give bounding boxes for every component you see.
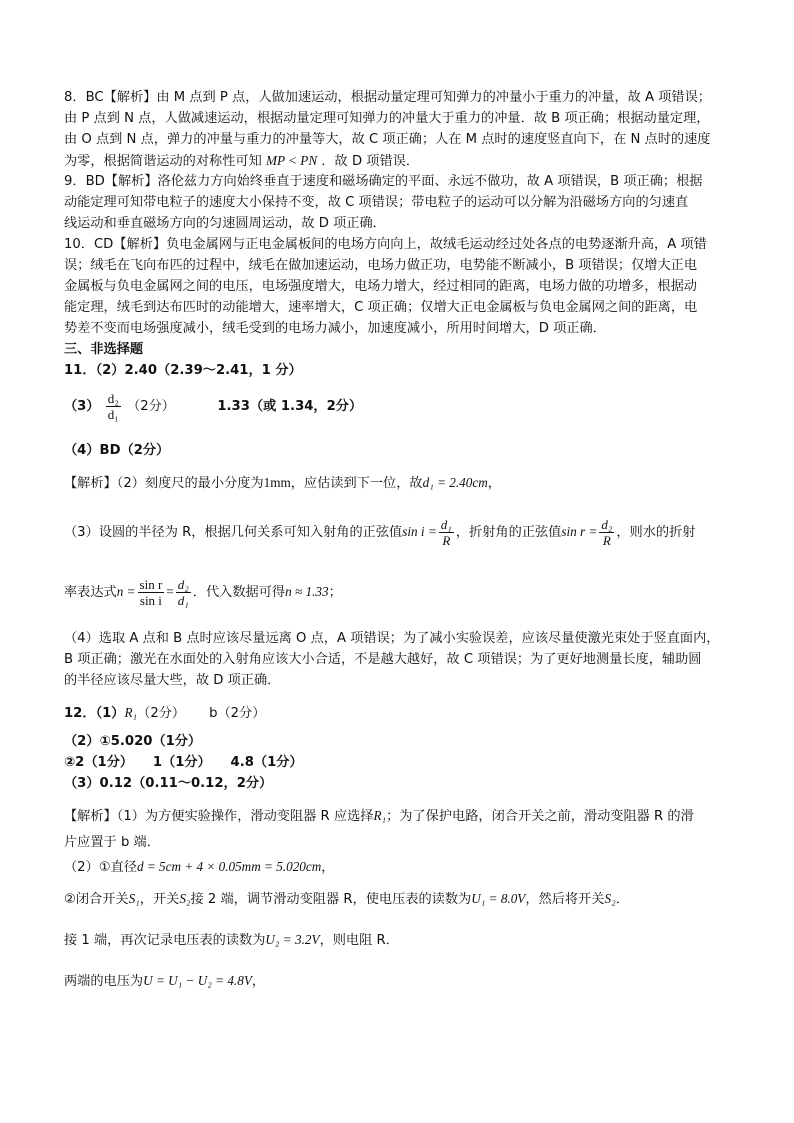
q10-line-2: 误；绒毛在飞向布匹的过程中，绒毛在做加速运动，电场力做正功，电势能不断减小，B 项错误；仅增大正电 xyxy=(64,258,698,273)
q11-answer-2: 11．（2）2.40（2.39～2.41，1 分） xyxy=(64,363,302,378)
sin-i-fraction: $\frac{\text{d₁}}{R}$ xyxy=(440,516,452,548)
q8-line-3: 由 O 点到 N 点，弹力的冲量与重力的冲量等大，故 C 项正确；人在 M 点时的速度竖直向下，在 N 点时的速度 xyxy=(64,132,711,147)
q11-explain-4-line-1: （4）选取 A 点和 B 点时应该尽量远离 O 点，A 项错误；为了减小实验误差，应该尽量使激光束处于竖直面内， xyxy=(64,631,720,646)
q11-answer-4: （4）BD（2分） xyxy=(64,443,170,458)
q12-explain-1b: 片应置于 b 端． xyxy=(64,835,160,850)
q10-line-5: 势差不变而电场强度减小，绒毛受到的电场力减小，加速度减小，所用时间增大，D 项正确． xyxy=(64,321,606,336)
q11-answer-3: （3） $\frac{\text{d₂}}{\text{d₁}}$ （2分） 1.33（或 1.34，2分） xyxy=(64,390,363,422)
q12-explain-1: 【解析】（1）为方便实验操作，滑动变阻器 R 应选择R₁；为了保护电路，闭合开关之前，滑动变阻器 R 的滑 xyxy=(64,808,694,824)
q12-explain-5: 两端的电压为U = U₁ − U₂ = 4.8V， xyxy=(64,973,266,989)
q9-line-2: 动能定理可知带电粒子的速度大小保持不变，故 C 项错误；带电粒子的运动可以分解为沿磁场方向的匀速直 xyxy=(64,195,689,210)
q11-explain-2: 【解析】（2）刻度尺的最小分度为1mm，应估读到下一位，故d₁ = 2.40cm， xyxy=(64,475,501,491)
q11-explain-4-line-3: 的半径应该尽量大些，故 D 项正确． xyxy=(64,673,281,688)
d-ratio-fraction: $\frac{\text{d₂}}{\text{d₁}}$ xyxy=(177,576,189,608)
q12-answer-2b: ②2（1分） 1（1分） 4.8（1分） xyxy=(64,755,303,770)
q12-explain-2: （2）①直径d = 5cm + 4 × 0.05mm = 5.020cm， xyxy=(64,859,335,875)
q12-answer-2: （2）①5.020（1分） xyxy=(64,734,202,749)
q9-line-3: 线运动和垂直磁场方向的匀速圆周运动，故 D 项正确． xyxy=(64,216,386,231)
section-heading: 三、非选择题 xyxy=(64,342,144,357)
q10-line-4: 能定理，绒毛到达布匹时的动能增大，速率增大，C 项正确；仅增大正电金属板与负电金属网之间的距离，电 xyxy=(64,300,698,315)
q12-explain-3: ②闭合开关S₁，开关S₂接 2 端，调节滑动变阻器 R，使电压表的读数为U₁ = 8.0V，然后将开关S₂． xyxy=(64,891,629,907)
n-ratio-fraction: $\frac{\text{sin r}}{\text{sin i}}$ xyxy=(139,576,163,608)
q11-explain-3: （3）设圆的半径为 R，根据几何关系可知入射角的正弦值sin i = $\frac{\text{d₁}}{R}$ ，折射角的正弦值sin r = $\frac{\text{d₂}}{R}$ ，则水的折射 xyxy=(64,516,696,548)
q8-line-4: 为零，根据简谐运动的对称性可知 MP < PN ．故 D 项错误． xyxy=(64,153,420,169)
q10-line-1: 10．CD【解析】负电金属网与正电金属板间的电场方向向上，故绒毛运动经过处各点的电势逐渐升高，A 项错 xyxy=(64,237,707,252)
q8-inequality: MP < PN xyxy=(266,153,318,168)
q12-explain-4: 接 1 端，再次记录电压表的读数为U₂ = 3.2V，则电阻 R． xyxy=(64,932,399,948)
q10-line-3: 金属板与负电金属网之间的电压，电场强度增大，电场力增大，经过相同的距离，电场力做的功增多，根据动 xyxy=(64,279,697,294)
q11-explain-4-line-2: B 项正确；激光在水面处的入射角应该大小合适，不是越大越好，故 C 项错误；为了更好地测量长度，辅助圆 xyxy=(64,652,702,667)
q12-answer-1: 12．（1）R₁（2分） b（2分） xyxy=(64,705,266,721)
q11-ratio-fraction: $\frac{\text{d₂}}{\text{d₁}}$ xyxy=(107,390,119,422)
q12-answer-3: （3）0.12（0.11～0.12，2分） xyxy=(64,776,273,791)
q8-line-2: 由 P 点到 N 点，人做减速运动，根据动量定理可知弹力的冲量大于重力的冲量．故 B 项正确；根据动量定理， xyxy=(64,111,710,126)
q11-explain-3b: 率表达式n = $\frac{\text{sin r}}{\text{sin i}}$ = $\frac{\text{d₂}}{\text{d₁}}$ ．代入数据可得n ≈ 1.33； xyxy=(64,576,342,608)
q8-line-1: 8．BC【解析】由 M 点到 P 点，人做加速运动，根据动量定理可知弹力的冲量小于重力的冲量，故 A 项错误； xyxy=(64,90,711,105)
q9-line-1: 9．BD【解析】洛伦兹力方向始终垂直于速度和磁场确定的平面、永远不做功，故 A 项错误，B 项正确；根据 xyxy=(64,174,703,189)
sin-r-fraction: $\frac{\text{d₂}}{R}$ xyxy=(601,516,613,548)
